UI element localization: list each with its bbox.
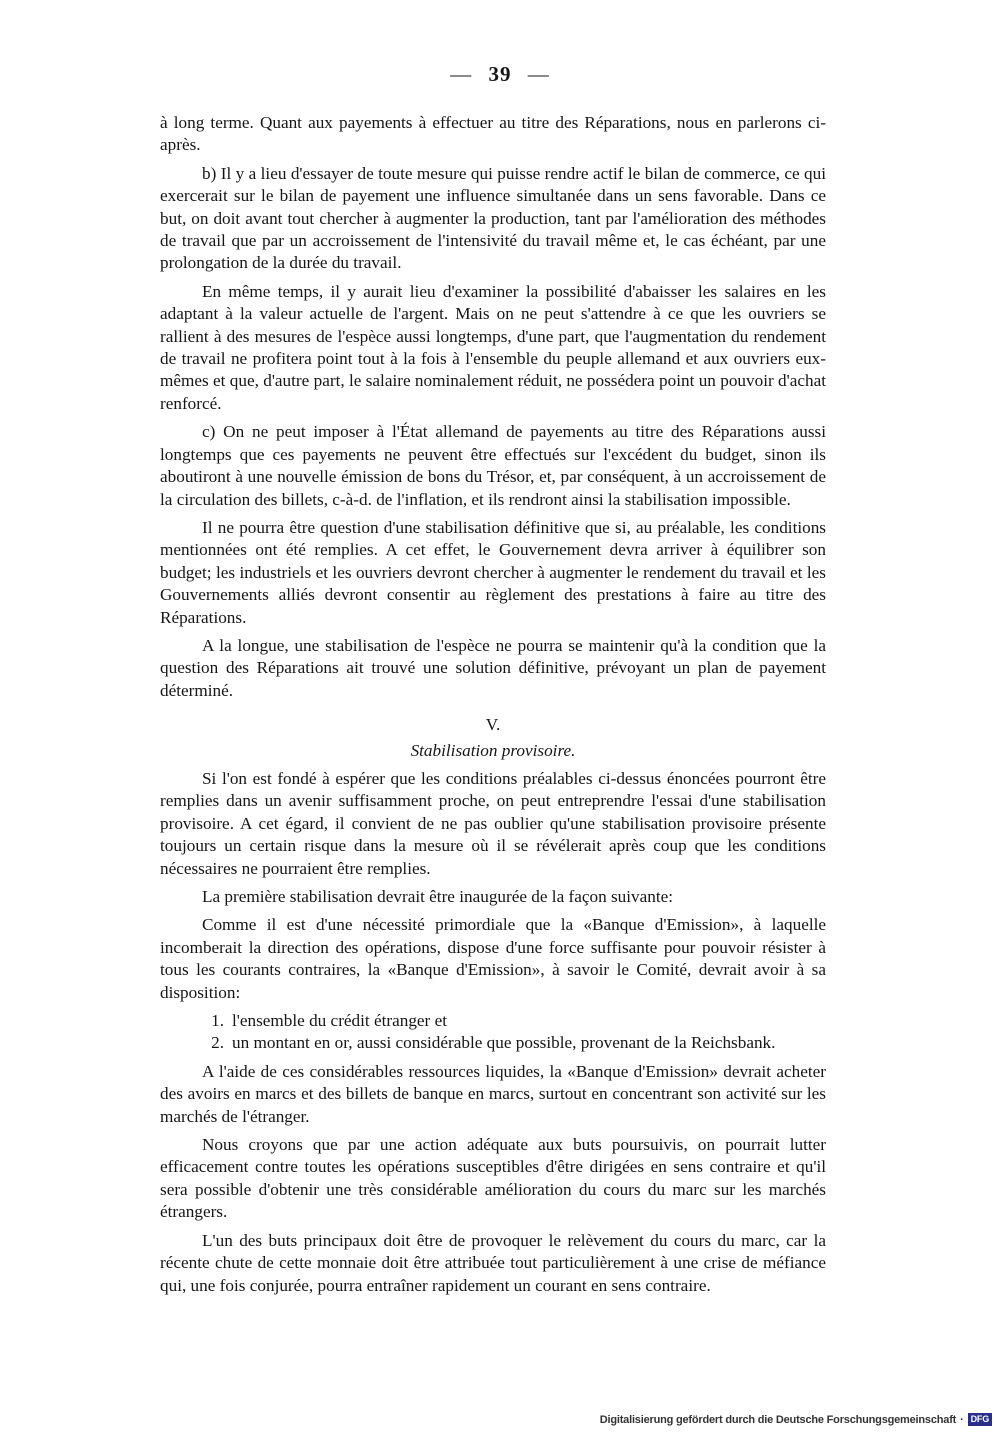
page-number-dash-right: — [527, 62, 550, 86]
paragraph: Si l'on est fondé à espérer que les conditions préalables ci-dessus énoncées pourront être remplies dans un avenir suffisamment proche, on peut entreprendre l'essai d'une stabilisation provisoire. A cet égard, il convient de ne pas oublier qu'une stabilisation provisoire présente toujours un certain risque dans la mesure où il se révélerait après coup que les conditions nécessaires ne pourraient être remplies. [160, 768, 826, 878]
list-item-number: 2. [211, 1033, 224, 1053]
section-title: Stabilisation provisoire. [410, 740, 576, 760]
list-item-text: un montant en or, aussi considérable que possible, provenant de la Reichsbank. [232, 1033, 776, 1053]
paragraph: c) On ne peut imposer à l'État allemand de payements au titre des Réparations aussi longtemps que ces payements ne peuvent être effectués sur l'excédent du budget, sinon ils aboutiront à une nouvelle émission de bons du Trésor, et, par conséquent, à un accroissement de la circulation des billets, c-à-d. de l'inflation, et ils rendront ainsi la stabilisation impossible. [160, 422, 826, 509]
paragraph: Nous croyons que par une action adéquate aux buts poursuivis, on pourrait lutter efficacement contre toutes les opérations susceptibles d'être dirigées en sens contraire et qu'il sera possible d'obtenir une très considérable amélioration du cours du marc sur les marchés étrangers. [160, 1135, 826, 1222]
credit-text: Digitalisierung gefördert durch die Deutsche Forschungsgemeinschaft [599, 1413, 957, 1426]
list-item [160, 1010, 826, 1032]
dfg-logo: DFG [968, 1413, 992, 1426]
credit-separator: · [960, 1413, 964, 1426]
list-item [160, 1032, 826, 1054]
paragraph: L'un des buts principaux doit être de provoquer le relèvement du cours du marc, car la récente chute de cette monnaie doit être attribuée tout particulièrement à une crise de méfiance qui, une fois conjurée, pourra entraîner rapidement un courant en sens contraire. [160, 1230, 826, 1295]
paragraph: En même temps, il y aurait lieu d'examiner la possibilité d'abaisser les salaires en les adaptant à la valeur actuelle de l'argent. Mais on ne peut s'attendre à ce que les ouvriers se rallient à des mesures de l'espèce aussi longtemps, d'une part, que l'augmentation du rendement de travail ne profitera point tout à la fois à l'ensemble du peuple allemand et aux ouvriers eux-mêmes et que, d'autre part, le salaire nominalement réduit, ne possédera point un pouvoir d'achat renforcé. [160, 281, 826, 413]
paragraph: La première stabilisation devrait être inaugurée de la façon suivante: [202, 887, 674, 906]
paragraph: b) Il y a lieu d'essayer de toute mesure qui puisse rendre actif le bilan de commerce, ce qui exercerait sur le bilan de payement une influence simultanée dans un sens favorable. Dans ce but, on doit avant tout chercher à augmenter la production, tant par l'amélioration des méthodes de travail que par un accroissement de l'intensivité du travail même et, le cas échéant, par une prolongation de la durée du travail. [160, 163, 826, 273]
paragraph: Il ne pourra être question d'une stabilisation définitive que si, au préalable, les conditions mentionnées ont été remplies. A cet effet, le Gouvernement devra arriver à équilibrer son budget; les industriels et les ouvriers devront chercher à augmenter le rendement du travail et les Gouvernements alliés devront consentir au règlement des prestations à faire au titre des Réparations. [160, 517, 826, 627]
document-body [160, 112, 826, 1303]
paragraph: Comme il est d'une nécessité primordiale que la «Banque d'Emission», à laquelle incomberait la direction des opérations, dispose d'une force suffisante pour pouvoir résister à tous les courants contraires, la «Banque d'Emission», à savoir le Comité, devrait avoir à sa disposition: [160, 915, 826, 1002]
paragraph: A l'aide de ces considérables ressources liquides, la «Banque d'Emission» devrait acheter des avoirs en marcs et des billets de banque en marcs, surtout en concentrant son activité sur les marchés de l'étranger. [160, 1061, 826, 1126]
paragraph: A la longue, une stabilisation de l'espèce ne pourra se maintenir qu'à la condition que la question des Réparations ait trouvé une solution définitive, prévoyant un plan de payement déterminé. [160, 635, 826, 700]
list-item-number: 1. [211, 1011, 224, 1031]
digitization-credit [600, 1413, 992, 1426]
page-number-value: 39 [488, 62, 512, 86]
enumerated-list [160, 1010, 826, 1055]
page-number-dash-left: — [450, 62, 473, 86]
paragraph: à long terme. Quant aux payements à effectuer au titre des Réparations, nous en parlerons ci-après. [160, 113, 826, 155]
section-number: V. [485, 715, 501, 735]
page-number [0, 62, 1000, 87]
list-item-text: l'ensemble du crédit étranger et [232, 1011, 447, 1031]
